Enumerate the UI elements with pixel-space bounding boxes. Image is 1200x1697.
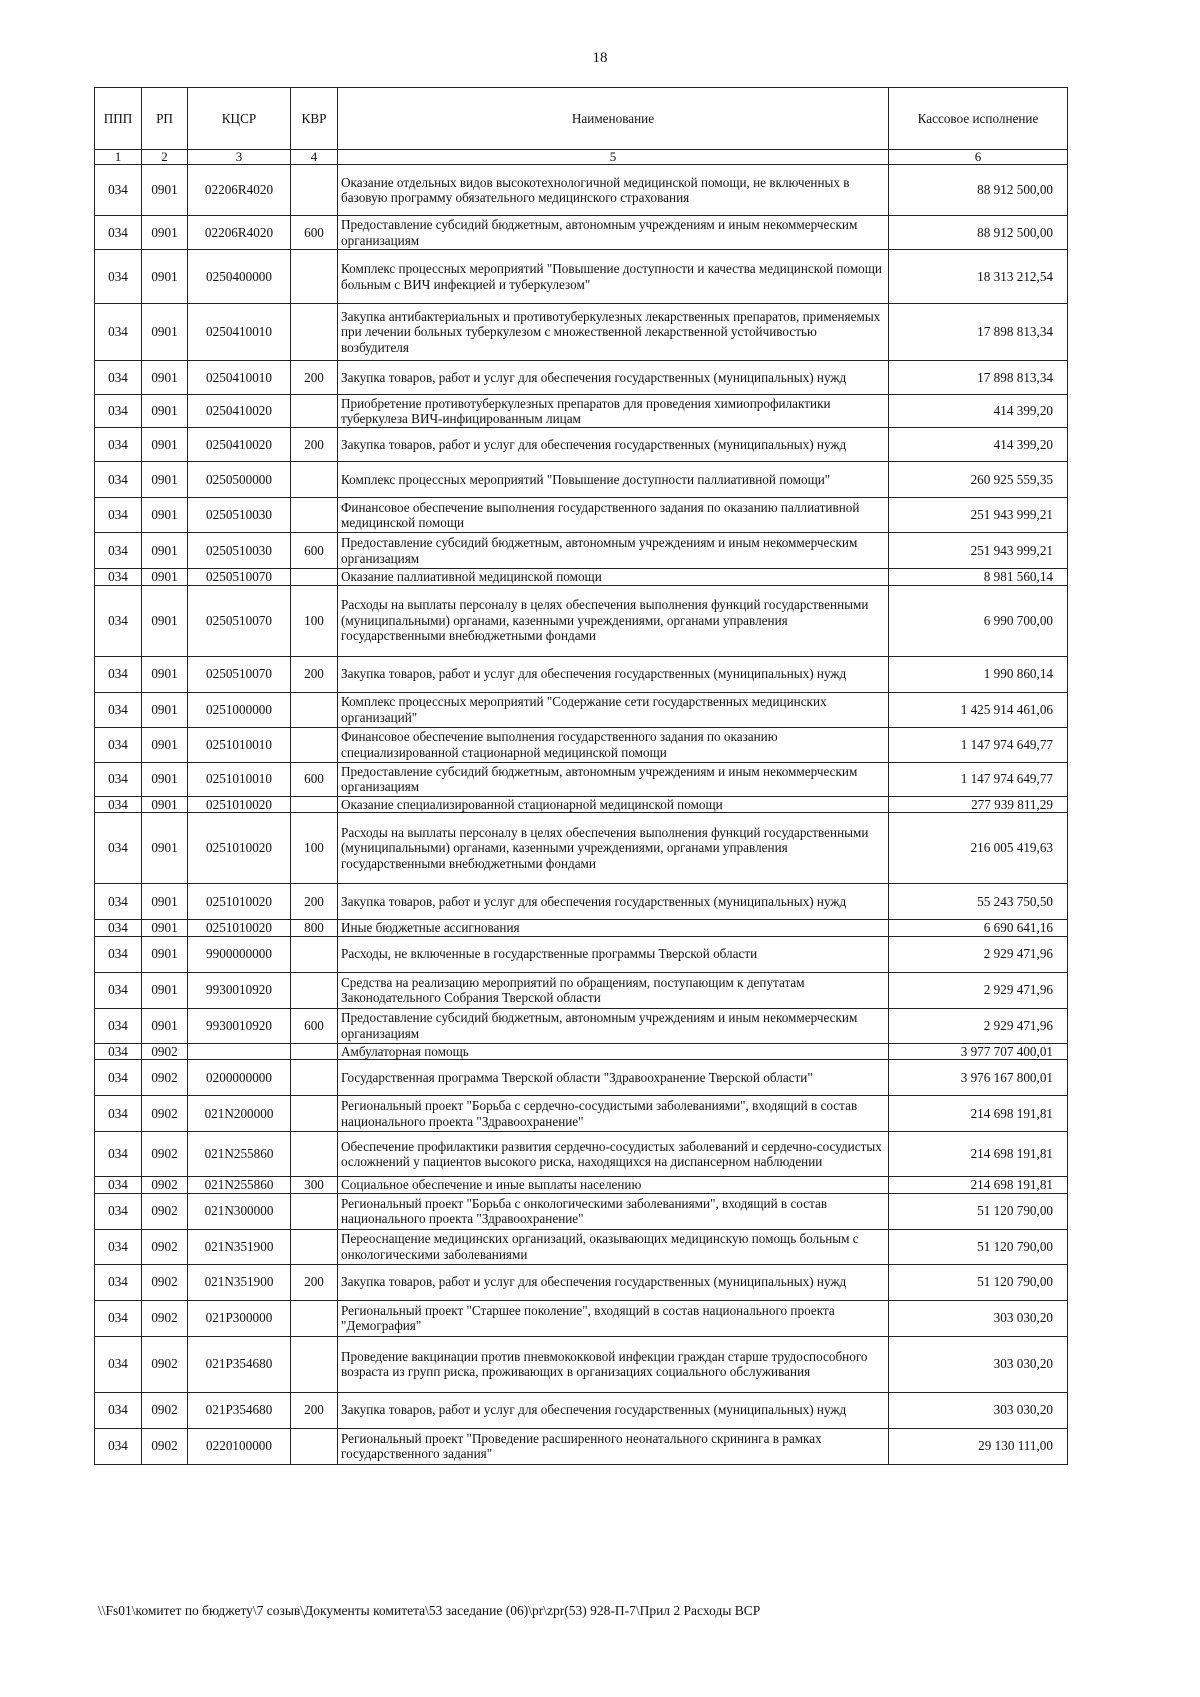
cell-name: Комплекс процессных мероприятий "Повышение доступности паллиативной помощи" <box>338 462 889 498</box>
cell-amount: 214 698 191,81 <box>889 1096 1068 1132</box>
cell-rp: 0901 <box>142 796 188 813</box>
table-row <box>95 972 1068 1008</box>
cell-amount: 29 130 111,00 <box>889 1428 1068 1464</box>
cell-kcsr: 021P354680 <box>188 1336 291 1392</box>
cell-amount: 3 977 707 400,01 <box>889 1043 1068 1060</box>
table-body <box>95 150 1068 1465</box>
cell-kvr: 800 <box>291 920 338 937</box>
cell-kvr <box>291 1132 338 1177</box>
cell-ppp: 034 <box>95 884 142 920</box>
cell-kcsr: 021N300000 <box>188 1193 291 1229</box>
cell-amount: 3 976 167 800,01 <box>889 1060 1068 1096</box>
cell-ppp: 034 <box>95 533 142 569</box>
cell-amount: 6 990 700,00 <box>889 585 1068 656</box>
cell-rp: 0902 <box>142 1300 188 1336</box>
expenditure-table-container <box>94 87 1067 1465</box>
cell-rp: 0901 <box>142 972 188 1008</box>
cell-name: Комплекс процессных мероприятий "Повышение доступности и качества медицинской помощи больным с ВИЧ инфекцией и туберкулезом" <box>338 250 889 304</box>
cell-amount: 51 120 790,00 <box>889 1193 1068 1229</box>
cell-rp: 0901 <box>142 216 188 250</box>
cell-amount: 88 912 500,00 <box>889 165 1068 216</box>
cell-kvr <box>291 250 338 304</box>
cell-kcsr: 0250510030 <box>188 498 291 533</box>
cell-ppp: 034 <box>95 1060 142 1096</box>
cell-amount: 1 147 974 649,77 <box>889 762 1068 796</box>
cell-name: Региональный проект "Борьба с сердечно-сосудистыми заболеваниями", входящий в состав национального проекта "Здравоохранение" <box>338 1096 889 1132</box>
cell-name: Амбулаторная помощь <box>338 1043 889 1060</box>
cell-kvr: 200 <box>291 656 338 692</box>
column-number: 3 <box>188 150 291 165</box>
cell-rp: 0901 <box>142 395 188 428</box>
table-row <box>95 395 1068 428</box>
cell-amount: 6 690 641,16 <box>889 920 1068 937</box>
column-number: 6 <box>889 150 1068 165</box>
cell-amount: 214 698 191,81 <box>889 1177 1068 1194</box>
cell-ppp: 034 <box>95 692 142 727</box>
cell-rp: 0901 <box>142 762 188 796</box>
cell-kcsr: 0251010020 <box>188 813 291 884</box>
cell-kcsr: 02206R4020 <box>188 216 291 250</box>
cell-amount: 1 425 914 461,06 <box>889 692 1068 727</box>
cell-kcsr: 0251010010 <box>188 727 291 762</box>
cell-kcsr: 0250400000 <box>188 250 291 304</box>
cell-kcsr: 021N200000 <box>188 1096 291 1132</box>
cell-amount: 2 929 471,96 <box>889 1008 1068 1043</box>
cell-name: Средства на реализацию мероприятий по обращениям, поступающим к депутатам Законодательного Собрания Тверской области <box>338 972 889 1008</box>
cell-ppp: 034 <box>95 498 142 533</box>
cell-kcsr: 02206R4020 <box>188 165 291 216</box>
cell-amount: 414 399,20 <box>889 428 1068 462</box>
table-row <box>95 361 1068 395</box>
table-row <box>95 796 1068 813</box>
cell-name: Комплекс процессных мероприятий "Содержание сети государственных медицинских организаций" <box>338 692 889 727</box>
cell-name: Социальное обеспечение и иные выплаты населению <box>338 1177 889 1194</box>
cell-name: Финансовое обеспечение выполнения государственного задания по оказанию паллиативной медицинской помощи <box>338 498 889 533</box>
cell-kvr <box>291 692 338 727</box>
cell-kvr <box>291 304 338 361</box>
cell-name: Закупка товаров, работ и услуг для обеспечения государственных (муниципальных) нужд <box>338 884 889 920</box>
cell-rp: 0902 <box>142 1060 188 1096</box>
cell-rp: 0902 <box>142 1336 188 1392</box>
header-ppp: ППП <box>95 88 142 150</box>
cell-kcsr: 0251010020 <box>188 920 291 937</box>
table-row <box>95 1300 1068 1336</box>
cell-kcsr: 0251010020 <box>188 884 291 920</box>
cell-kvr: 600 <box>291 533 338 569</box>
cell-name: Иные бюджетные ассигнования <box>338 920 889 937</box>
cell-kvr <box>291 498 338 533</box>
cell-rp: 0901 <box>142 1008 188 1043</box>
cell-kcsr: 021P354680 <box>188 1392 291 1428</box>
cell-kcsr: 0250510070 <box>188 569 291 586</box>
table-row <box>95 727 1068 762</box>
cell-amount: 8 981 560,14 <box>889 569 1068 586</box>
cell-amount: 260 925 559,35 <box>889 462 1068 498</box>
cell-ppp: 034 <box>95 165 142 216</box>
cell-amount: 251 943 999,21 <box>889 498 1068 533</box>
cell-ppp: 034 <box>95 428 142 462</box>
cell-kvr <box>291 569 338 586</box>
cell-name: Закупка антибактериальных и противотуберкулезных лекарственных препаратов, применяемых при лечении больных туберкулезом с множественной лекарственной устойчивостью возбудителя <box>338 304 889 361</box>
table-row <box>95 1043 1068 1060</box>
header-rp: РП <box>142 88 188 150</box>
cell-name: Финансовое обеспечение выполнения государственного задания по оказанию специализированной стационарной медицинской помощи <box>338 727 889 762</box>
table-row <box>95 1264 1068 1300</box>
cell-ppp: 034 <box>95 656 142 692</box>
cell-kcsr: 0250410010 <box>188 361 291 395</box>
cell-kcsr: 0251010020 <box>188 796 291 813</box>
cell-rp: 0901 <box>142 165 188 216</box>
cell-name: Оказание специализированной стационарной медицинской помощи <box>338 796 889 813</box>
cell-name: Предоставление субсидий бюджетным, автономным учреждениям и иным некоммерческим организациям <box>338 762 889 796</box>
cell-kvr: 100 <box>291 813 338 884</box>
cell-name: Переоснащение медицинских организаций, оказывающих медицинскую помощь больным с онкологическими заболеваниями <box>338 1229 889 1264</box>
cell-kvr <box>291 1060 338 1096</box>
cell-kcsr: 0250500000 <box>188 462 291 498</box>
table-row <box>95 250 1068 304</box>
cell-rp: 0902 <box>142 1264 188 1300</box>
cell-amount: 1 990 860,14 <box>889 656 1068 692</box>
cell-ppp: 034 <box>95 462 142 498</box>
table-row <box>95 1336 1068 1392</box>
table-row <box>95 1177 1068 1194</box>
cell-ppp: 034 <box>95 395 142 428</box>
cell-rp: 0901 <box>142 533 188 569</box>
table-row <box>95 462 1068 498</box>
table-row <box>95 165 1068 216</box>
cell-kvr <box>291 727 338 762</box>
cell-amount: 51 120 790,00 <box>889 1264 1068 1300</box>
cell-amount: 303 030,20 <box>889 1392 1068 1428</box>
cell-name: Предоставление субсидий бюджетным, автономным учреждениям и иным некоммерческим организациям <box>338 1008 889 1043</box>
table-row <box>95 884 1068 920</box>
cell-amount: 2 929 471,96 <box>889 936 1068 972</box>
table-row <box>95 533 1068 569</box>
header-kvr: КВР <box>291 88 338 150</box>
cell-kcsr: 0250510070 <box>188 656 291 692</box>
table-row <box>95 762 1068 796</box>
table-row <box>95 1096 1068 1132</box>
cell-kcsr: 9900000000 <box>188 936 291 972</box>
cell-rp: 0901 <box>142 361 188 395</box>
cell-kcsr: 0251010010 <box>188 762 291 796</box>
cell-name: Расходы на выплаты персоналу в целях обеспечения выполнения функций государственными (муниципальными) органами, казенными учреждениями, органами управления государственными внебюджетными фондами <box>338 813 889 884</box>
table-row <box>95 569 1068 586</box>
cell-amount: 277 939 811,29 <box>889 796 1068 813</box>
cell-kcsr: 021N255860 <box>188 1132 291 1177</box>
file-path-footer: \\Fs01\комитет по бюджету\7 созыв\Документы комитета\53 заседание (06)\pr\zpr(53) 928-П-7\Прил 2 Расходы ВСР <box>98 1603 761 1618</box>
cell-ppp: 034 <box>95 936 142 972</box>
cell-rp: 0902 <box>142 1132 188 1177</box>
cell-kcsr: 9930010920 <box>188 972 291 1008</box>
cell-rp: 0901 <box>142 656 188 692</box>
cell-ppp: 034 <box>95 972 142 1008</box>
cell-ppp: 034 <box>95 304 142 361</box>
cell-name: Региональный проект "Старшее поколение", входящий в состав национального проекта "Демография" <box>338 1300 889 1336</box>
cell-kvr: 200 <box>291 884 338 920</box>
cell-kvr: 200 <box>291 1392 338 1428</box>
cell-rp: 0901 <box>142 428 188 462</box>
table-header-row <box>95 88 1068 150</box>
table-row <box>95 936 1068 972</box>
cell-name: Расходы, не включенные в государственные программы Тверской области <box>338 936 889 972</box>
cell-ppp: 034 <box>95 796 142 813</box>
cell-kcsr: 0250410020 <box>188 395 291 428</box>
cell-rp: 0901 <box>142 692 188 727</box>
cell-rp: 0902 <box>142 1043 188 1060</box>
cell-kcsr: 021P300000 <box>188 1300 291 1336</box>
cell-ppp: 034 <box>95 1008 142 1043</box>
cell-ppp: 034 <box>95 1043 142 1060</box>
cell-ppp: 034 <box>95 1264 142 1300</box>
cell-name: Закупка товаров, работ и услуг для обеспечения государственных (муниципальных) нужд <box>338 428 889 462</box>
table-row <box>95 1060 1068 1096</box>
table-row <box>95 304 1068 361</box>
cell-kvr: 600 <box>291 216 338 250</box>
column-number-row <box>95 150 1068 165</box>
cell-ppp: 034 <box>95 1336 142 1392</box>
cell-kvr <box>291 1193 338 1229</box>
cell-kvr: 200 <box>291 1264 338 1300</box>
table-row <box>95 498 1068 533</box>
cell-kvr <box>291 395 338 428</box>
cell-kvr <box>291 936 338 972</box>
cell-ppp: 034 <box>95 920 142 937</box>
cell-name: Приобретение противотуберкулезных препаратов для проведения химиопрофилактики туберкулеза ВИЧ-инфицированным лицам <box>338 395 889 428</box>
cell-ppp: 034 <box>95 1132 142 1177</box>
cell-kcsr: 0251000000 <box>188 692 291 727</box>
column-number: 5 <box>338 150 889 165</box>
cell-ppp: 034 <box>95 762 142 796</box>
cell-kcsr: 0250510030 <box>188 533 291 569</box>
cell-ppp: 034 <box>95 813 142 884</box>
cell-ppp: 034 <box>95 216 142 250</box>
cell-rp: 0902 <box>142 1193 188 1229</box>
cell-amount: 1 147 974 649,77 <box>889 727 1068 762</box>
expenditure-table <box>94 87 1068 1465</box>
table-row <box>95 813 1068 884</box>
cell-ppp: 034 <box>95 361 142 395</box>
cell-amount: 414 399,20 <box>889 395 1068 428</box>
cell-name: Региональный проект "Проведение расширенного неонатального скрининга в рамках государственного задания" <box>338 1428 889 1464</box>
cell-kvr: 600 <box>291 1008 338 1043</box>
cell-ppp: 034 <box>95 569 142 586</box>
cell-kvr: 300 <box>291 1177 338 1194</box>
cell-rp: 0902 <box>142 1428 188 1464</box>
cell-amount: 55 243 750,50 <box>889 884 1068 920</box>
cell-kvr: 200 <box>291 361 338 395</box>
cell-ppp: 034 <box>95 1177 142 1194</box>
cell-name: Предоставление субсидий бюджетным, автономным учреждениям и иным некоммерческим организациям <box>338 216 889 250</box>
cell-amount: 251 943 999,21 <box>889 533 1068 569</box>
cell-kvr <box>291 796 338 813</box>
cell-kcsr: 021N351900 <box>188 1229 291 1264</box>
cell-kvr <box>291 1336 338 1392</box>
cell-name: Закупка товаров, работ и услуг для обеспечения государственных (муниципальных) нужд <box>338 1264 889 1300</box>
cell-kvr <box>291 1043 338 1060</box>
cell-kvr <box>291 462 338 498</box>
cell-name: Оказание отдельных видов высокотехнологичной медицинской помощи, не включенных в базовую программу обязательного медицинского страхования <box>338 165 889 216</box>
cell-rp: 0901 <box>142 813 188 884</box>
cell-rp: 0901 <box>142 936 188 972</box>
cell-kvr <box>291 1229 338 1264</box>
table-row <box>95 216 1068 250</box>
table-row <box>95 1229 1068 1264</box>
cell-name: Закупка товаров, работ и услуг для обеспечения государственных (муниципальных) нужд <box>338 361 889 395</box>
cell-kvr: 100 <box>291 585 338 656</box>
cell-name: Региональный проект "Борьба с онкологическими заболеваниями", входящий в состав национального проекта "Здравоохранение" <box>338 1193 889 1229</box>
header-amount: Кассовое исполнение <box>889 88 1068 150</box>
table-row <box>95 1132 1068 1177</box>
cell-kvr <box>291 165 338 216</box>
cell-kvr <box>291 1300 338 1336</box>
cell-rp: 0901 <box>142 569 188 586</box>
cell-rp: 0902 <box>142 1229 188 1264</box>
cell-name: Проведение вакцинации против пневмококковой инфекции граждан старше трудоспособного возраста из групп риска, проживающих в организациях социального обслуживания <box>338 1336 889 1392</box>
table-row <box>95 1008 1068 1043</box>
cell-kcsr: 0250410010 <box>188 304 291 361</box>
cell-rp: 0902 <box>142 1177 188 1194</box>
cell-name: Расходы на выплаты персоналу в целях обеспечения выполнения функций государственными (муниципальными) органами, казенными учреждениями, органами управления государственными внебюджетными фондами <box>338 585 889 656</box>
cell-ppp: 034 <box>95 1428 142 1464</box>
cell-kvr <box>291 1096 338 1132</box>
cell-name: Закупка товаров, работ и услуг для обеспечения государственных (муниципальных) нужд <box>338 656 889 692</box>
cell-ppp: 034 <box>95 727 142 762</box>
cell-amount: 17 898 813,34 <box>889 304 1068 361</box>
cell-amount: 17 898 813,34 <box>889 361 1068 395</box>
cell-amount: 51 120 790,00 <box>889 1229 1068 1264</box>
cell-name: Закупка товаров, работ и услуг для обеспечения государственных (муниципальных) нужд <box>338 1392 889 1428</box>
column-number: 2 <box>142 150 188 165</box>
cell-ppp: 034 <box>95 1096 142 1132</box>
cell-amount: 216 005 419,63 <box>889 813 1068 884</box>
table-row <box>95 692 1068 727</box>
cell-ppp: 034 <box>95 1193 142 1229</box>
cell-ppp: 034 <box>95 1300 142 1336</box>
column-number: 4 <box>291 150 338 165</box>
cell-ppp: 034 <box>95 585 142 656</box>
cell-ppp: 034 <box>95 1229 142 1264</box>
cell-ppp: 034 <box>95 250 142 304</box>
cell-amount: 18 313 212,54 <box>889 250 1068 304</box>
cell-amount: 303 030,20 <box>889 1300 1068 1336</box>
cell-rp: 0901 <box>142 250 188 304</box>
cell-rp: 0902 <box>142 1392 188 1428</box>
cell-kcsr: 0250510070 <box>188 585 291 656</box>
cell-amount: 303 030,20 <box>889 1336 1068 1392</box>
cell-rp: 0902 <box>142 1096 188 1132</box>
cell-amount: 214 698 191,81 <box>889 1132 1068 1177</box>
cell-kcsr: 021N351900 <box>188 1264 291 1300</box>
cell-kvr: 200 <box>291 428 338 462</box>
cell-kcsr <box>188 1043 291 1060</box>
cell-rp: 0901 <box>142 920 188 937</box>
cell-rp: 0901 <box>142 304 188 361</box>
table-row <box>95 1193 1068 1229</box>
cell-name: Оказание паллиативной медицинской помощи <box>338 569 889 586</box>
cell-kcsr: 0200000000 <box>188 1060 291 1096</box>
cell-ppp: 034 <box>95 1392 142 1428</box>
cell-rp: 0901 <box>142 462 188 498</box>
cell-amount: 2 929 471,96 <box>889 972 1068 1008</box>
table-row <box>95 1428 1068 1464</box>
cell-kcsr: 0250410020 <box>188 428 291 462</box>
cell-kcsr: 0220100000 <box>188 1428 291 1464</box>
header-name: Наименование <box>338 88 889 150</box>
table-row <box>95 1392 1068 1428</box>
cell-rp: 0901 <box>142 585 188 656</box>
cell-name: Государственная программа Тверской области "Здравоохранение Тверской области" <box>338 1060 889 1096</box>
table-row <box>95 656 1068 692</box>
cell-rp: 0901 <box>142 884 188 920</box>
column-number: 1 <box>95 150 142 165</box>
cell-name: Обеспечение профилактики развития сердечно-сосудистых заболеваний и сердечно-сосудистых осложнений у пациентов высокого риска, находящихся на диспансерном наблюдении <box>338 1132 889 1177</box>
cell-kvr <box>291 1428 338 1464</box>
cell-rp: 0901 <box>142 498 188 533</box>
cell-amount: 88 912 500,00 <box>889 216 1068 250</box>
cell-kcsr: 021N255860 <box>188 1177 291 1194</box>
page-number: 18 <box>592 50 608 66</box>
cell-kvr: 600 <box>291 762 338 796</box>
table-row <box>95 585 1068 656</box>
cell-kcsr: 9930010920 <box>188 1008 291 1043</box>
cell-rp: 0901 <box>142 727 188 762</box>
table-row <box>95 428 1068 462</box>
table-row <box>95 920 1068 937</box>
cell-kvr <box>291 972 338 1008</box>
header-kcsr: КЦСР <box>188 88 291 150</box>
cell-name: Предоставление субсидий бюджетным, автономным учреждениям и иным некоммерческим организациям <box>338 533 889 569</box>
